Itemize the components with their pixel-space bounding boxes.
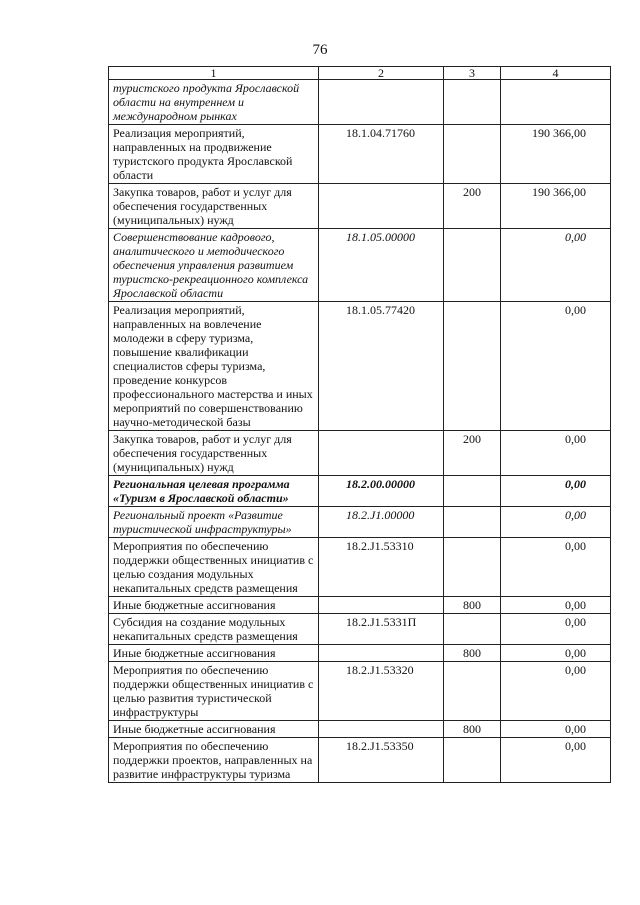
header-col-1: 1 [109,67,319,80]
row-code [319,80,444,125]
row-code: 18.2.J1.5331П [319,614,444,645]
table-row [109,662,611,721]
row-code: 18.2.J1.00000 [319,507,444,538]
table-row [109,431,611,476]
table-row [109,507,611,538]
row-kvr [444,302,501,431]
row-code: 18.1.05.00000 [319,229,444,302]
row-kvr [444,738,501,783]
row-code [319,431,444,476]
table-row [109,738,611,783]
table-row [109,721,611,738]
row-kvr [444,507,501,538]
row-amount: 0,00 [501,645,611,662]
row-code: 18.2.J1.53350 [319,738,444,783]
row-name: Закупка товаров, работ и услуг для обеспечения государственных (муниципальных) нужд [109,431,319,476]
row-amount: 0,00 [501,431,611,476]
row-kvr [444,614,501,645]
row-amount [501,80,611,125]
row-kvr: 200 [444,184,501,229]
row-kvr: 200 [444,431,501,476]
row-name: Иные бюджетные ассигнования [109,721,319,738]
row-amount: 0,00 [501,662,611,721]
row-kvr: 800 [444,721,501,738]
row-amount: 0,00 [501,721,611,738]
row-code: 18.1.04.71760 [319,125,444,184]
row-code [319,184,444,229]
table-row [109,645,611,662]
row-name: Региональная целевая программа «Туризм в Ярославской области» [109,476,319,507]
row-code: 18.2.J1.53320 [319,662,444,721]
table-row [109,614,611,645]
row-name: Региональный проект «Развитие туристической инфраструктуры» [109,507,319,538]
row-kvr [444,80,501,125]
row-amount: 0,00 [501,476,611,507]
row-kvr: 800 [444,645,501,662]
row-kvr [444,538,501,597]
row-code [319,721,444,738]
row-code: 18.1.05.77420 [319,302,444,431]
row-code: 18.2.00.00000 [319,476,444,507]
row-amount: 190 366,00 [501,184,611,229]
row-kvr [444,662,501,721]
row-name: Субсидия на создание модульных некапитальных средств размещения [109,614,319,645]
table-row [109,597,611,614]
row-amount: 0,00 [501,507,611,538]
row-amount: 190 366,00 [501,125,611,184]
row-name: Мероприятия по обеспечению поддержки проектов, направленных на развитие инфраструктуры туризма [109,738,319,783]
row-name: Мероприятия по обеспечению поддержки общественных инициатив с целью развития туристической инфраструктуры [109,662,319,721]
row-code [319,597,444,614]
row-amount: 0,00 [501,229,611,302]
table-row [109,80,611,125]
table-header-row [109,67,611,80]
row-name: Совершенствование кадрового, аналитического и методического обеспечения управления развитием туристско-рекреационного комплекса Ярославской области [109,229,319,302]
table-row [109,538,611,597]
table-row [109,125,611,184]
row-amount: 0,00 [501,302,611,431]
table-row [109,229,611,302]
row-name: Реализация мероприятий, направленных на вовлечение молодежи в сферу туризма, повышение квалификации специалистов сферы туризма, проведение конкурсов профессионального мастерства и иных мероприятий по совершенствованию научно-методической базы [109,302,319,431]
row-code: 18.2.J1.53310 [319,538,444,597]
row-amount: 0,00 [501,597,611,614]
row-amount: 0,00 [501,738,611,783]
header-col-3: 3 [444,67,501,80]
row-name: Иные бюджетные ассигнования [109,597,319,614]
row-name: туристского продукта Ярославской области на внутреннем и международном рынках [109,80,319,125]
row-name: Мероприятия по обеспечению поддержки общественных инициатив с целью создания модульных некапитальных средств размещения [109,538,319,597]
row-code [319,645,444,662]
table-row [109,476,611,507]
row-kvr [444,229,501,302]
budget-table [108,66,611,783]
row-kvr [444,125,501,184]
row-name: Закупка товаров, работ и услуг для обеспечения государственных (муниципальных) нужд [109,184,319,229]
row-kvr [444,476,501,507]
table-row [109,302,611,431]
row-kvr: 800 [444,597,501,614]
header-col-4: 4 [501,67,611,80]
table-row [109,184,611,229]
header-col-2: 2 [319,67,444,80]
row-name: Иные бюджетные ассигнования [109,645,319,662]
row-name: Реализация мероприятий, направленных на продвижение туристского продукта Ярославской области [109,125,319,184]
row-amount: 0,00 [501,538,611,597]
page-number: 76 [312,42,328,58]
row-amount: 0,00 [501,614,611,645]
